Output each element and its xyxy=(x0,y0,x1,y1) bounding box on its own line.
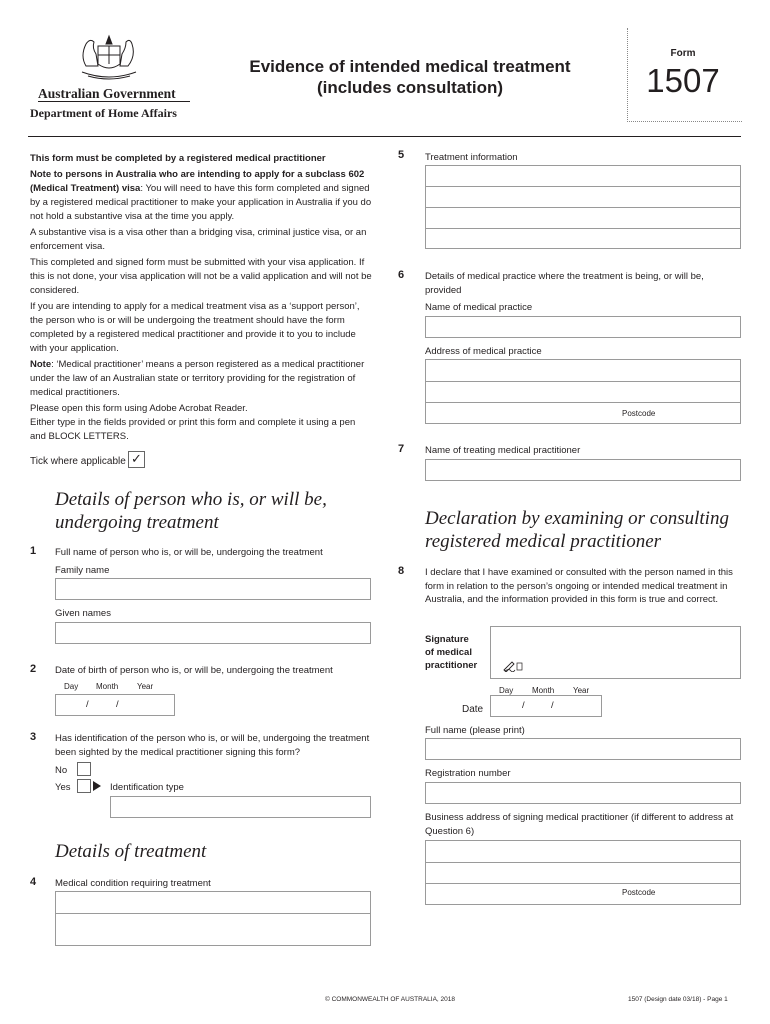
footer-page-info: 1507 (Design date 03/18) - Page 1 xyxy=(628,996,728,1003)
q6-label: Details of medical practice where the treatment is being, or will be, provided xyxy=(425,271,704,296)
q3-no-checkbox[interactable] xyxy=(77,762,91,776)
q2-day-label: Day xyxy=(64,682,79,691)
treating-practitioner-input[interactable] xyxy=(425,459,741,481)
signature-input[interactable] xyxy=(490,626,741,679)
q4-number: 4 xyxy=(30,876,37,888)
business-address-line xyxy=(426,841,740,863)
q1-label: Full name of person who is, or will be, undergoing the treatment xyxy=(55,547,323,558)
q8-registration-label: Registration number xyxy=(425,768,511,779)
tick-label: Tick where applicable xyxy=(30,456,126,467)
medical-condition-input[interactable] xyxy=(55,891,371,946)
q8-postcode-label: Postcode xyxy=(622,888,656,897)
intro-para5: Please open this form using Adobe Acrobat Reader. xyxy=(30,403,248,414)
given-names-input[interactable] xyxy=(55,622,371,644)
section-heading-person-line2: undergoing treatment xyxy=(55,512,219,533)
coat-of-arms-logo xyxy=(68,26,150,86)
section-heading-person-line1: Details of person who is, or will be, xyxy=(55,489,327,510)
intro-note2 xyxy=(30,358,372,400)
form-title-line1: Evidence of intended medical treatment xyxy=(249,57,571,76)
registration-number-input[interactable] xyxy=(425,782,741,804)
form-title-line2: (includes consultation) xyxy=(316,78,504,97)
q5-label: Treatment information xyxy=(425,152,518,163)
address-line xyxy=(426,382,740,403)
intro-para4: If you are intending to apply for a medical treatment visa as a ‘support person’, the person who is or will be undergoing the treatment should have the form completed by a registered medical practitioner and provide it to you to include with your application. xyxy=(30,301,360,354)
intro-para3: This completed and signed form must be submitted with your visa application. If this is not done, your visa application will not be a valid application and will not be considered. xyxy=(30,257,372,296)
intro-note2-rest: : ‘Medical practitioner’ means a person registered as a medical practitioner under the law of an Australian state or territory providing for the registration of medical practitioners. xyxy=(30,359,365,398)
intro-heading: This form must be completed by a registered medical practitioner xyxy=(30,153,326,164)
intro-note-rest: : You will need to have this form completed and signed by a registered medical practitioner to make your application in Australia if you do not hold a substantive visa at the time you apply. xyxy=(30,183,372,222)
q8-declaration-text: I declare that I have examined or consulted with the person named in this form in relation to the person’s ongoing or intended medical treatment in Australia, and the information provided in this form is true and correct. xyxy=(425,567,733,605)
treatment-information-line xyxy=(426,229,740,248)
q3-number: 3 xyxy=(30,731,37,743)
business-address-line xyxy=(426,884,740,904)
q2-month-label: Month xyxy=(96,682,119,691)
footer-copyright: © COMMONWEALTH OF AUSTRALIA, 2018 xyxy=(325,996,455,1003)
q1-number: 1 xyxy=(30,545,37,557)
address-line xyxy=(426,360,740,382)
business-address-input[interactable] xyxy=(425,840,741,905)
intro-para2: A substantive visa is a visa other than a bridging visa, criminal justice visa, or an enforcement visa. xyxy=(30,227,367,252)
form-number: 1507 xyxy=(646,62,720,99)
q3-yes-checkbox[interactable] xyxy=(77,779,91,793)
q3-yes-label: Yes xyxy=(55,782,71,793)
q2-year-label: Year xyxy=(137,682,154,691)
q1-family-label: Family name xyxy=(55,565,110,576)
q1-given-label: Given names xyxy=(55,608,111,619)
q6-postcode-label: Postcode xyxy=(622,409,656,418)
government-rule xyxy=(38,101,190,102)
q6-address-label: Address of medical practice xyxy=(425,346,542,357)
department-name: Department of Home Affairs xyxy=(30,106,177,120)
government-name: Australian Government xyxy=(38,86,176,101)
q8-day-label: Day xyxy=(499,686,514,695)
q8-business-label: Business address of signing medical practitioner (if different to address at Question 6) xyxy=(425,812,734,837)
treatment-information-line xyxy=(426,187,740,208)
pen-signature-icon xyxy=(503,660,523,672)
date-slash-2: / xyxy=(551,700,554,711)
section-heading-person xyxy=(55,488,327,534)
treatment-information-line xyxy=(426,166,740,187)
intro-para6: Either type in the fields provided or print this form and complete it using a pen and BLOCK LETTERS. xyxy=(30,417,356,442)
signature-label xyxy=(425,633,477,672)
header-divider xyxy=(28,136,741,137)
q8-number: 8 xyxy=(398,565,405,577)
intro-note2-label: Note xyxy=(30,359,52,370)
medical-practice-name-input[interactable] xyxy=(425,316,741,338)
section-heading-declaration xyxy=(425,507,729,553)
date-slash-1: / xyxy=(522,700,525,711)
dob-slash-2: / xyxy=(116,699,119,710)
q6-name-label: Name of medical practice xyxy=(425,302,533,313)
q8-date-label: Date xyxy=(462,704,484,715)
medical-practice-address-input[interactable] xyxy=(425,359,741,424)
signature-label-line1: Signature xyxy=(425,634,469,645)
form-title xyxy=(230,56,590,98)
treatment-information-input[interactable] xyxy=(425,165,741,249)
q3-id-type-label: Identification type xyxy=(110,782,184,793)
medical-condition-line xyxy=(56,914,370,945)
q7-number: 7 xyxy=(398,443,405,455)
q3-no-label: No xyxy=(55,765,68,776)
identification-type-input[interactable] xyxy=(110,796,371,818)
form-label: Form xyxy=(670,48,696,59)
q7-label: Name of treating medical practitioner xyxy=(425,445,581,456)
signature-label-line2: of medical xyxy=(425,647,472,658)
q8-year-label: Year xyxy=(573,686,590,695)
tick-example-icon: ✓ xyxy=(128,451,145,468)
q3-label: Has identification of the person who is, or will be, undergoing the treatment been sighted by the medical practitioner signing this form? xyxy=(55,733,370,758)
q2-label: Date of birth of person who is, or will be, undergoing the treatment xyxy=(55,665,333,676)
section-heading-declaration-line2: registered medical practitioner xyxy=(425,531,662,552)
business-address-line xyxy=(426,863,740,884)
family-name-input[interactable] xyxy=(55,578,371,600)
intro-note-bold: Note to persons in Australia who are intending to apply for a subclass 602 (Medical Treatment) visa xyxy=(30,169,365,194)
address-line xyxy=(426,403,740,423)
q5-number: 5 xyxy=(398,149,405,161)
dob-slash-1: / xyxy=(86,699,89,710)
section-heading-declaration-line1: Declaration by examining or consulting xyxy=(425,508,729,529)
q8-fullname-label: Full name (please print) xyxy=(425,725,525,736)
q2-number: 2 xyxy=(30,663,37,675)
arrow-right-icon xyxy=(93,781,101,791)
intro-note xyxy=(30,168,372,224)
practitioner-full-name-input[interactable] xyxy=(425,738,741,760)
treatment-information-line xyxy=(426,208,740,229)
section-heading-treatment: Details of treatment xyxy=(55,841,207,862)
q6-number: 6 xyxy=(398,269,405,281)
intro-text xyxy=(30,152,372,444)
signature-label-line3: practitioner xyxy=(425,660,478,671)
declaration-date-input[interactable] xyxy=(490,695,602,717)
q4-label: Medical condition requiring treatment xyxy=(55,878,211,889)
q8-month-label: Month xyxy=(532,686,555,695)
dob-input[interactable] xyxy=(55,694,175,716)
medical-condition-line xyxy=(56,892,370,914)
